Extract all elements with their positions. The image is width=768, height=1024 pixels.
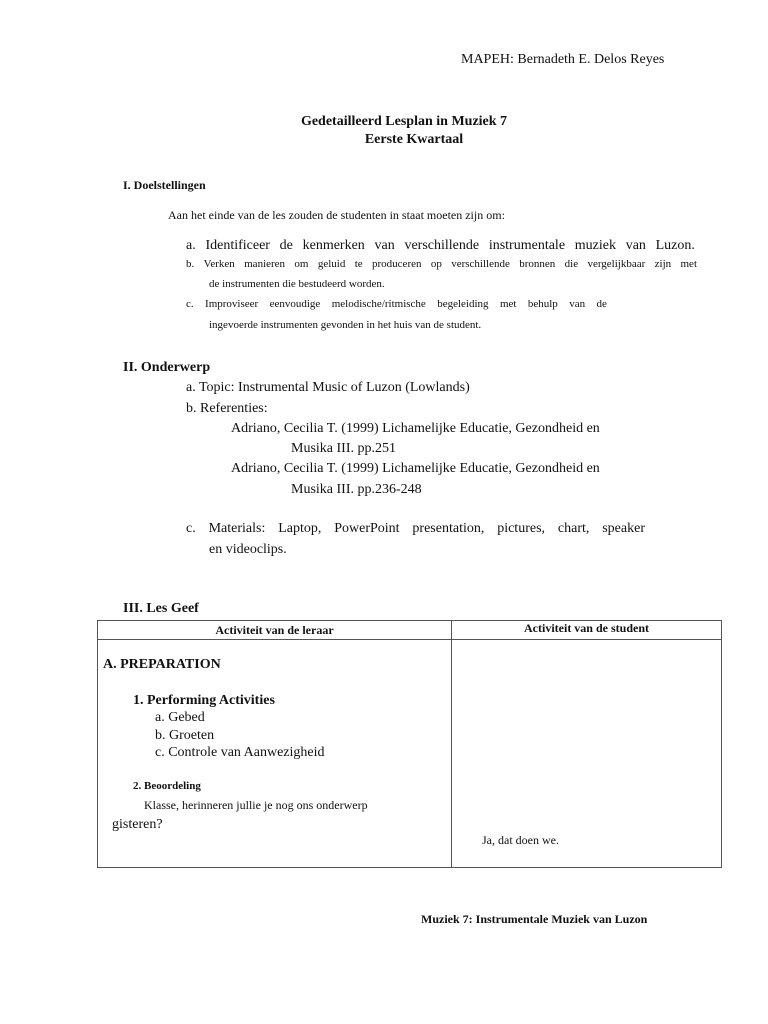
objective-a-word: Identificeer xyxy=(205,238,270,253)
lesson-table xyxy=(97,620,722,868)
topic-item-a: a. Topic: Instrumental Music of Luzon (Lowlands) xyxy=(186,380,470,395)
assessment-heading: 2. Beoordeling xyxy=(133,780,201,792)
objective-b-word: met xyxy=(680,258,697,270)
page-footer: Muziek 7: Instrumentale Muziek van Luzon xyxy=(421,912,648,926)
topic-c-word: c. xyxy=(186,521,196,536)
objective-a-word: van xyxy=(625,238,646,253)
objective-b-word: vergelijkbaar xyxy=(587,258,646,270)
activity-item: a. Gebed xyxy=(155,710,205,725)
objective-b-word: te xyxy=(354,258,363,270)
objective-a-word: Luzon. xyxy=(655,238,695,253)
topic-c-word: Materials: xyxy=(208,521,266,536)
teacher-question: Klasse, herinneren jullie je nog ons onderwerp xyxy=(144,798,368,812)
objective-b-word: Verken xyxy=(203,258,235,270)
preparation-heading: A. PREPARATION xyxy=(103,657,221,672)
objective-b-word: zijn xyxy=(654,258,672,270)
topic-item-c xyxy=(186,521,645,537)
objective-c-word: melodische/ritmische xyxy=(331,298,426,310)
activity-item: b. Groeten xyxy=(155,728,215,743)
author-header: MAPEH: Bernadeth E. Delos Reyes xyxy=(461,52,665,67)
topic-c-word: PowerPoint xyxy=(334,521,400,536)
objective-b-word: geluid xyxy=(317,258,346,270)
objective-b-word: manieren xyxy=(244,258,286,270)
objective-c-word: behulp xyxy=(527,298,558,310)
objective-c-word: c. xyxy=(186,298,194,310)
document-subtitle: Eerste Kwartaal xyxy=(364,132,464,147)
objective-b-word: bronnen xyxy=(519,258,556,270)
reference-2-continued: Musika III. pp.236-248 xyxy=(291,482,422,497)
objective-a-word: kenmerken xyxy=(302,238,365,253)
topic-item-b: b. Referenties: xyxy=(186,401,268,416)
objective-c-word: van xyxy=(569,298,586,310)
teacher-activity-header: Activiteit van de leraar xyxy=(215,623,334,637)
objective-b-word: op xyxy=(430,258,442,270)
objective-a-word: verschillende xyxy=(404,238,480,253)
objective-b-word: verschillende xyxy=(451,258,510,270)
objectives-intro: Aan het einde van de les zouden de studenten in staat moeten zijn om: xyxy=(168,208,505,222)
document-title: Gedetailleerd Lesplan in Muziek 7 xyxy=(300,114,508,129)
objective-a-word: a. xyxy=(186,238,196,253)
objective-c-word: de xyxy=(596,298,607,310)
objective-c-continued: ingevoerde instrumenten gevonden in het huis van de student. xyxy=(209,319,482,331)
topic-c-word: chart, xyxy=(557,521,590,536)
table-column-divider xyxy=(451,621,452,867)
objective-c-word: begeleiding xyxy=(437,298,489,310)
objective-c-word: Improviseer xyxy=(205,298,259,310)
objective-b-continued: de instrumenten die bestudeerd worden. xyxy=(209,278,385,290)
objective-a-word: muziek xyxy=(574,238,616,253)
section-objectives-heading: I. Doelstellingen xyxy=(123,178,206,192)
objective-a-word: instrumentale xyxy=(488,238,566,253)
objective-c xyxy=(186,298,607,310)
topic-c-word: speaker xyxy=(602,521,645,536)
topic-c-word: pictures, xyxy=(497,521,546,536)
performing-activities-heading: 1. Performing Activities xyxy=(133,693,275,708)
objective-b-word: produceren xyxy=(372,258,422,270)
reference-2: Adriano, Cecilia T. (1999) Lichamelijke Educatie, Gezondheid en xyxy=(231,461,600,476)
objective-c-word: eenvoudige xyxy=(269,298,321,310)
objective-a-word: de xyxy=(279,238,293,253)
topic-c-word: presentation, xyxy=(412,521,485,536)
objective-a xyxy=(186,238,695,254)
table-header-divider xyxy=(98,639,721,640)
reference-1-continued: Musika III. pp.251 xyxy=(291,441,396,456)
objective-b xyxy=(186,258,697,270)
objective-b-word: die xyxy=(564,258,579,270)
teacher-question-continued: gisteren? xyxy=(112,817,163,832)
section-topic-heading: II. Onderwerp xyxy=(123,360,211,375)
objective-b-word: om xyxy=(294,258,309,270)
student-answer: Ja, dat doen we. xyxy=(482,833,559,847)
student-activity-header: Activiteit van de student xyxy=(524,621,649,635)
objective-c-word: met xyxy=(499,298,517,310)
section-lesson-heading: III. Les Geef xyxy=(123,601,199,616)
topic-c-word: Laptop, xyxy=(278,521,322,536)
reference-1: Adriano, Cecilia T. (1999) Lichamelijke Educatie, Gezondheid en xyxy=(231,421,600,436)
objective-a-word: van xyxy=(374,238,395,253)
topic-item-c-continued: en videoclips. xyxy=(209,542,287,557)
activity-item: c. Controle van Aanwezigheid xyxy=(155,745,325,760)
objective-b-word: b. xyxy=(186,258,195,270)
